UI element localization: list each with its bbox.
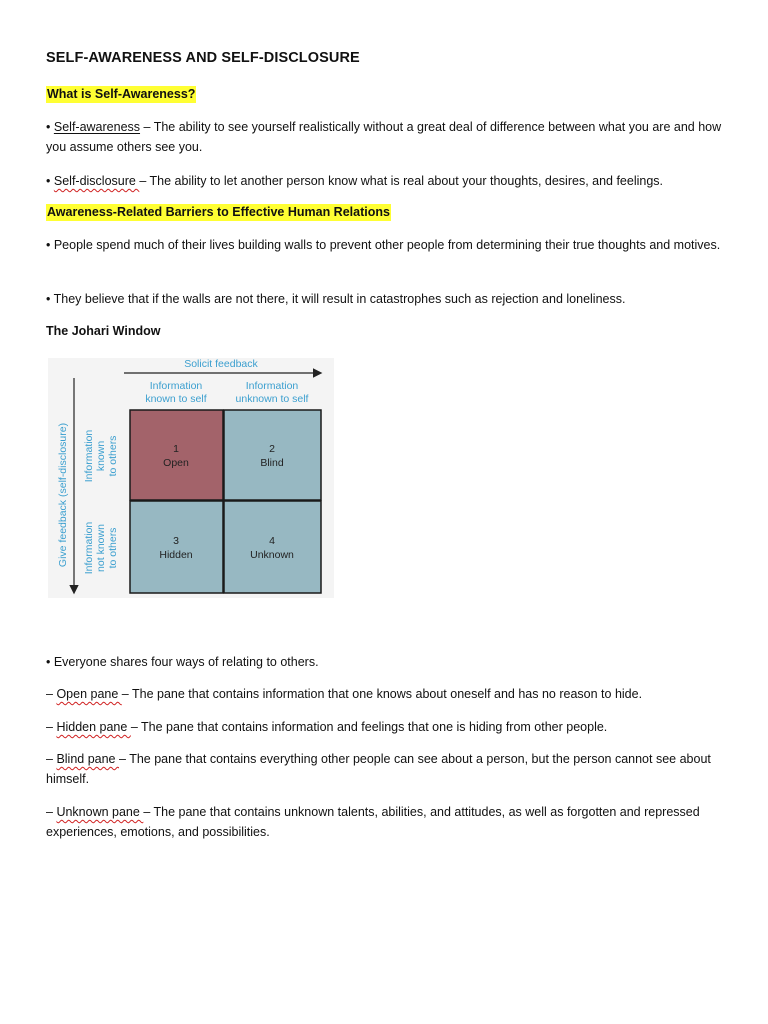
paragraph-catastrophes: • They believe that if the walls are not there, it will result in catastrophes such as rejection and loneliness. [46,292,626,306]
paragraph-open-pane [46,684,736,704]
axis-give-feedback: Give feedback (self-disclosure) [57,422,69,568]
term-self-disclosure: Self-disclosure [53,174,140,188]
col-label-unknown-line2: unknown to self [235,393,309,405]
pane-unknown [224,501,321,593]
definition-unknown-pane: – The pane that contains unknown talents, abilities, and attitudes, as well as forgotten and repressed experiences, emotions, and possibilities. [46,805,700,839]
pane-open [130,410,223,500]
pane-open-number: 1 [173,443,179,455]
definition-blind-pane: – The pane that contains everything other people can see about a person, but the person cannot see about himself. [46,752,711,786]
term-blind-pane: Blind pane [56,752,119,766]
heading-johari-window: The Johari Window [46,324,161,338]
paragraph-walls: • People spend much of their lives building walls to prevent other people from determining their true thoughts and motives. [46,238,721,252]
definition-self-disclosure: – The ability to let another person know what is real about your thoughts, desires, and feelings. [139,174,664,188]
pane-unknown-label: Unknown [250,549,294,561]
paragraph-four-ways: • Everyone shares four ways of relating to others. [46,655,319,669]
document-title: SELF-AWARENESS AND SELF-DISCLOSURE [46,50,360,66]
heading-what-is-self-awareness: What is Self-Awareness? [47,87,196,101]
definition-hidden-pane: – The pane that contains information and feelings that one is hiding from other people. [130,720,608,734]
col-label-unknown-line1: Information [245,380,299,392]
pane-hidden-number: 3 [173,535,179,547]
dash: – [46,752,57,766]
pane-blind-number: 2 [269,443,275,455]
bullet: • [46,120,51,134]
col-label-known-line1: Information [149,380,203,392]
term-self-awareness: Self-awareness [53,120,141,134]
row-label-known-line3: to others [107,435,119,477]
pane-blind [224,410,321,500]
dash: – [46,805,57,819]
dash: – [46,687,57,701]
definition-self-awareness: – The ability to see yourself realistically without a great deal of difference between what you are and how you assume others see you. [46,120,722,154]
paragraph-self-disclosure [46,171,736,191]
term-hidden-pane: Hidden pane [56,720,131,734]
paragraph-blind-pane [46,749,736,789]
row-label-not-known-line2: not known [95,524,107,572]
paragraph-self-awareness [46,117,736,157]
row-label-known-line1: Information [83,429,95,483]
pane-unknown-number: 4 [269,535,275,547]
row-label-not-known-line3: to others [107,527,119,569]
term-unknown-pane: Unknown pane [56,805,144,819]
paragraph-unknown-pane [46,802,736,842]
pane-hidden-label: Hidden [159,549,193,561]
axis-solicit-feedback: Solicit feedback [184,358,258,370]
heading-barriers: Awareness-Related Barriers to Effective Human Relations [47,205,390,219]
term-open-pane: Open pane [56,687,122,701]
pane-open-label: Open [163,457,189,469]
johari-window-diagram [46,352,336,600]
dash: – [46,720,57,734]
pane-hidden [130,501,223,593]
row-label-not-known-line1: Information [83,521,95,575]
bullet: • [46,174,51,188]
col-label-known-line2: known to self [145,393,207,405]
pane-blind-label: Blind [260,457,284,469]
row-label-known-line2: known [95,440,107,472]
paragraph-hidden-pane [46,717,736,737]
definition-open-pane: – The pane that contains information that one knows about oneself and has no reason to hide. [121,687,643,701]
